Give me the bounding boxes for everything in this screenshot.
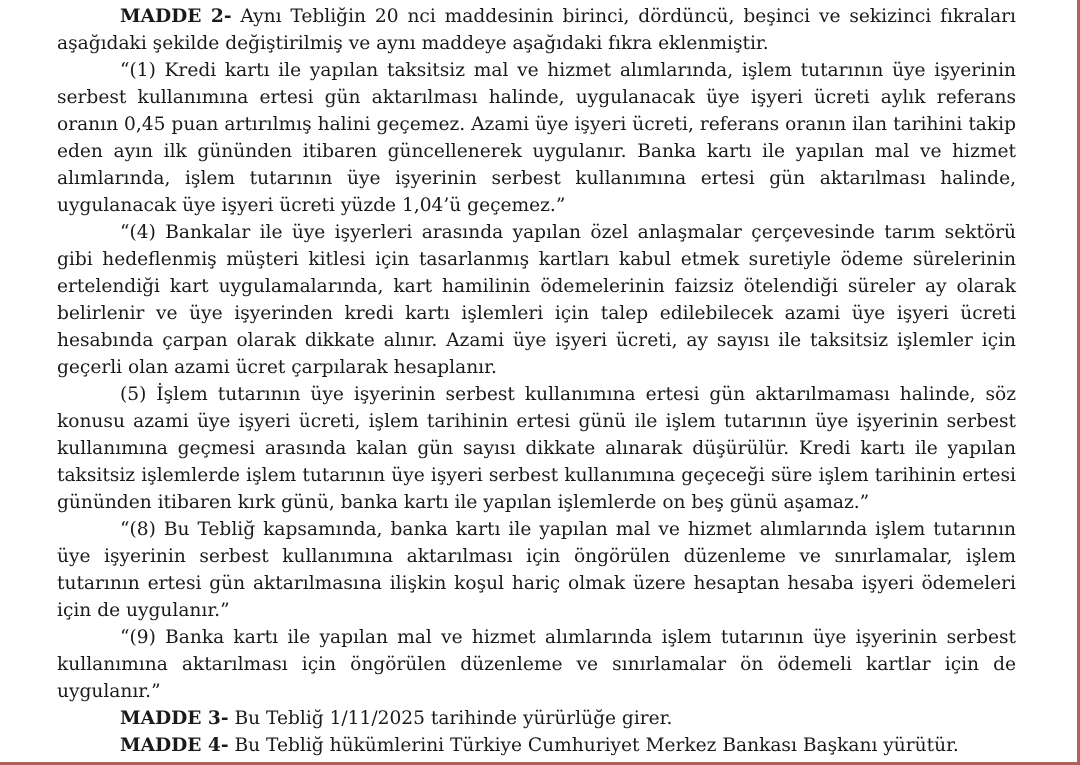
article-3-paragraph xyxy=(57,705,1016,732)
article-4-text: Bu Tebliğ hükümlerini Türkiye Cumhuriyet Merkez Bankası Başkanı yürütür. xyxy=(228,735,959,756)
paragraph-9: “(9) Banka kartı ile yapılan mal ve hizmet alımlarında işlem tutarının üye işyerinin serbest kullanımına aktarılması için öngörülen düzenleme ve sınırlamalar ön ödemeli kartlar için de uygulanır.” xyxy=(57,627,1016,702)
paragraph-8: “(8) Bu Tebliğ kapsamında, banka kartı ile yapılan mal ve hizmet alımlarında işlem tutarının üye işyerinin serbest kullanımına aktarılması için öngörülen düzenleme ve sınırlamalar, işlem tutarının ertesi gün aktarılmasına ilişkin koşul hariç olmak üzere hesaptan hesaba işyeri ödemeleri için de uygulanır.” xyxy=(57,519,1016,621)
paragraph-5: (5) İşlem tutarının üye işyerinin serbest kullanımına ertesi gün aktarılmaması halinde, söz konusu azami üye işyeri ücreti, işlem tarihinin ertesi günü ile işlem tutarının üye işyerinin serbest kullanımına geçmesi arasında kalan gün sayısı dikkate alınarak düşürülür. Kredi kartı ile yapılan taksitsiz işlemlerde işlem tutarının üye işyeri serbest kullanımına geçeceği süre işlem tarihinin ertesi gününden itibaren kırk günü, banka kartı ile yapılan işlemlerde on beş günü aşamaz.” xyxy=(57,384,1016,513)
article-4-label: MADDE 4- xyxy=(120,735,229,756)
article-4-paragraph xyxy=(57,732,1016,759)
article-2-text: Aynı Tebliğin 20 nci maddesinin birinci, dördüncü, beşinci ve sekizinci fıkraları aşağıdaki şekilde değiştirilmiş ve aynı maddeye aşağıdaki fıkra eklenmiştir. xyxy=(57,6,1017,54)
paragraph-1: “(1) Kredi kartı ile yapılan taksitsiz mal ve hizmet alımlarında, işlem tutarının üye işyerinin serbest kullanımına ertesi gün aktarılması halinde, uygulanacak üye işyeri ücreti aylık referans oranın 0,45 puan artırılmış halini geçemez. Azami üye işyeri ücreti, referans oranın ilan tarihini takip eden ayın ilk gününden itibaren güncellenerek uygulanır. Banka kartı ile yapılan mal ve hizmet alımlarında, işlem tutarının üye işyerinin serbest kullanımına ertesi gün aktarılması halinde, uygulanacak üye işyeri ücreti yüzde 1,04’ü geçemez.” xyxy=(57,60,1016,216)
article-2-paragraph xyxy=(57,3,1016,57)
document-body xyxy=(57,3,1016,759)
article-3-text: Bu Tebliğ 1/11/2025 tarihinde yürürlüğe girer. xyxy=(228,708,673,729)
paragraph-4: “(4) Bankalar ile üye işyerleri arasında yapılan özel anlaşmalar çerçevesinde tarım sektörü gibi hedeflenmiş müşteri kitlesi için tasarlanmış kartları kabul etmek suretiyle ödeme sürelerinin ertelendiği kart uygulamalarında, kart hamilinin ödemelerinin faizsiz ötelendiği süreler ay olarak belirlenir ve üye işyerinden kredi kartı işlemleri için talep edilebilecek azami üye işyeri ücreti hesabında çarpan olarak dikkate alınır. Azami üye işyeri ücreti, ay sayısı ile taksitsiz işlemler için geçerli olan azami ücret çarpılarak hesaplanır. xyxy=(57,222,1016,378)
article-2-label: MADDE 2- xyxy=(120,6,232,27)
article-3-label: MADDE 3- xyxy=(120,708,229,729)
